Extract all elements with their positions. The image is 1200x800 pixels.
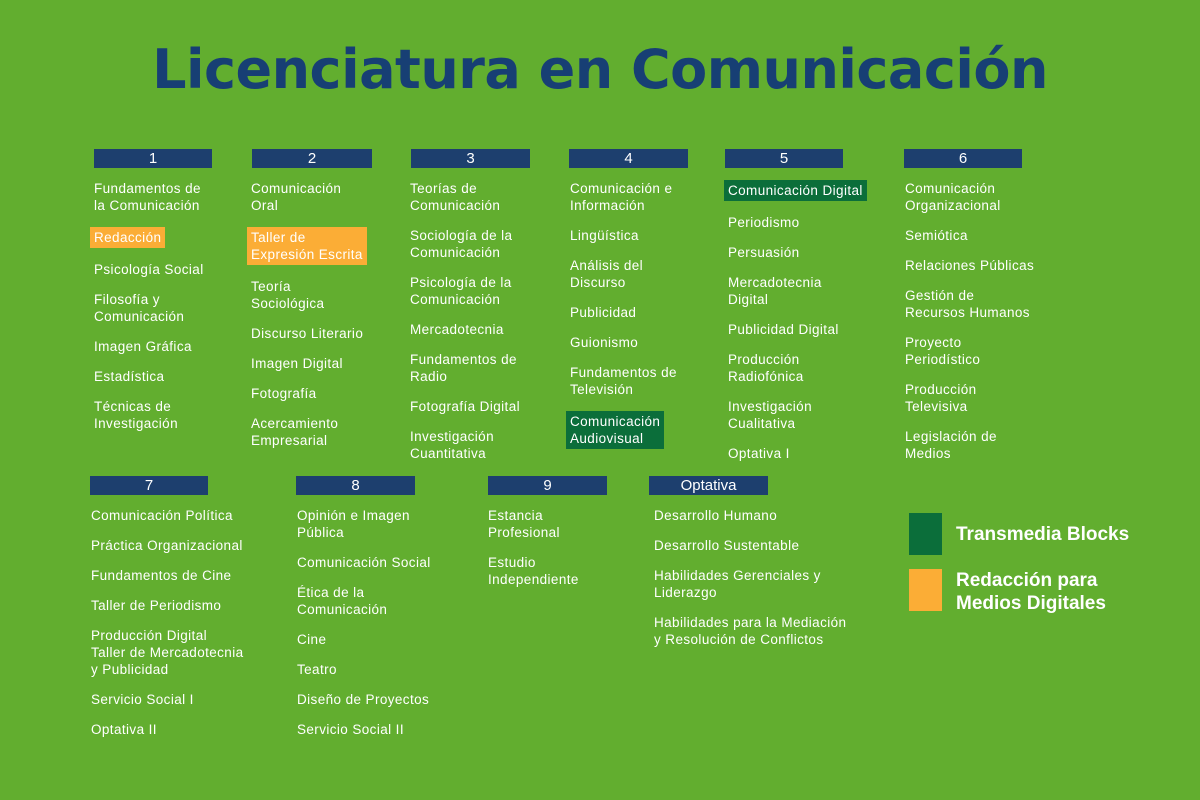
course-label: Acercamiento Empresarial xyxy=(251,416,339,448)
semester-column-7 xyxy=(91,476,291,751)
course-label: Filosofía y Comunicación xyxy=(94,292,185,324)
course-list xyxy=(91,507,291,738)
course-label: Psicología Social xyxy=(94,262,204,277)
column-header: 3 xyxy=(411,149,530,168)
course-list xyxy=(251,180,411,449)
course-item xyxy=(91,627,291,678)
course-item xyxy=(410,180,570,214)
course-label: Discurso Literario xyxy=(251,326,364,341)
course-item xyxy=(94,398,254,432)
course-item xyxy=(251,180,411,214)
semester-column-10 xyxy=(654,476,894,661)
course-item xyxy=(297,507,477,541)
course-label: Técnicas de Investigación xyxy=(94,399,178,431)
course-label: Comunicación Social xyxy=(297,555,431,570)
course-label: Legislación de Medios xyxy=(905,429,997,461)
semester-column-4 xyxy=(570,149,730,462)
course-label: Comunicación Audiovisual xyxy=(566,411,664,449)
course-item xyxy=(728,180,898,201)
course-item xyxy=(297,584,477,618)
course-label: Publicidad xyxy=(570,305,637,320)
column-header: 4 xyxy=(569,149,688,168)
course-item xyxy=(410,274,570,308)
column-header: 5 xyxy=(725,149,843,168)
course-item xyxy=(728,351,898,385)
course-item xyxy=(91,691,291,708)
course-label: Gestión de Recursos Humanos xyxy=(905,288,1030,320)
course-label: Mercadotecnia Digital xyxy=(728,275,822,307)
legend-label: Transmedia Blocks xyxy=(956,524,1130,545)
course-item xyxy=(410,428,570,462)
semester-column-1 xyxy=(94,149,254,445)
course-item xyxy=(94,180,254,214)
course-item xyxy=(488,507,628,541)
course-item xyxy=(94,291,254,325)
course-label: Optativa I xyxy=(728,446,790,461)
course-list xyxy=(410,180,570,462)
course-item xyxy=(905,257,1065,274)
course-label: Desarrollo Humano xyxy=(654,508,778,523)
course-label: Estancia Profesional xyxy=(488,508,560,540)
course-item xyxy=(728,274,898,308)
course-item xyxy=(410,398,570,415)
course-item xyxy=(251,227,411,265)
course-label: Estudio Independiente xyxy=(488,555,579,587)
course-item xyxy=(905,227,1065,244)
course-list xyxy=(905,180,1065,462)
semester-column-8 xyxy=(297,476,477,751)
course-label: Proyecto Periodístico xyxy=(905,335,981,367)
course-item xyxy=(251,278,411,312)
course-label: Ética de la Comunicación xyxy=(297,585,388,617)
column-header: 1 xyxy=(94,149,212,168)
course-label: Desarrollo Sustentable xyxy=(654,538,800,553)
course-list xyxy=(654,507,894,648)
course-label: Guionismo xyxy=(570,335,639,350)
course-list xyxy=(94,180,254,432)
course-label: Psicología de la Comunicación xyxy=(410,275,512,307)
column-header: 2 xyxy=(252,149,372,168)
course-item xyxy=(570,334,730,351)
course-item xyxy=(905,287,1065,321)
course-item xyxy=(488,554,628,588)
column-header: 6 xyxy=(904,149,1022,168)
course-label: Cine xyxy=(297,632,327,647)
course-item xyxy=(94,227,254,248)
course-item xyxy=(297,631,477,648)
course-item xyxy=(570,227,730,244)
course-item xyxy=(654,507,894,524)
course-label: Comunicación Organizacional xyxy=(905,181,1001,213)
course-label: Persuasión xyxy=(728,245,800,260)
course-item xyxy=(94,261,254,278)
course-label: Comunicación Digital xyxy=(724,180,867,201)
course-label: Lingüística xyxy=(570,228,639,243)
course-label: Habilidades para la Mediación y Resolución de Conflictos xyxy=(654,615,847,647)
course-label: Fotografía Digital xyxy=(410,399,520,414)
legend-swatch xyxy=(909,569,942,611)
column-header: Optativa xyxy=(649,476,768,495)
course-label: Fundamentos de Radio xyxy=(410,352,517,384)
course-label: Taller de Periodismo xyxy=(91,598,222,613)
course-label: Mercadotecnia xyxy=(410,322,504,337)
course-list xyxy=(488,507,628,588)
course-item xyxy=(728,398,898,432)
course-label: Habilidades Gerenciales y Liderazgo xyxy=(654,568,821,600)
course-label: Taller de Expresión Escrita xyxy=(247,227,367,265)
course-item xyxy=(410,321,570,338)
course-label: Servicio Social I xyxy=(91,692,194,707)
course-label: Fotografía xyxy=(251,386,317,401)
column-header: 9 xyxy=(488,476,607,495)
course-item xyxy=(91,537,291,554)
course-item xyxy=(728,244,898,261)
course-label: Fundamentos de Televisión xyxy=(570,365,677,397)
course-label: Semiótica xyxy=(905,228,968,243)
course-label: Fundamentos de la Comunicación xyxy=(94,181,201,213)
course-label: Periodismo xyxy=(728,215,800,230)
course-item xyxy=(905,381,1065,415)
course-label: Teatro xyxy=(297,662,337,677)
course-item xyxy=(905,334,1065,368)
course-list xyxy=(570,180,730,449)
course-label: Redacción xyxy=(90,227,165,248)
course-list xyxy=(728,180,898,462)
course-label: Comunicación e Información xyxy=(570,181,673,213)
course-label: Estadística xyxy=(94,369,165,384)
course-item xyxy=(91,567,291,584)
semester-column-5 xyxy=(728,149,898,475)
course-label: Fundamentos de Cine xyxy=(91,568,232,583)
course-item xyxy=(905,428,1065,462)
course-item xyxy=(94,338,254,355)
course-item xyxy=(251,415,411,449)
course-label: Producción Radiofónica xyxy=(728,352,804,384)
course-list xyxy=(297,507,477,738)
course-label: Opinión e Imagen Pública xyxy=(297,508,410,540)
course-label: Comunicación Política xyxy=(91,508,233,523)
course-label: Sociología de la Comunicación xyxy=(410,228,513,260)
course-item xyxy=(570,257,730,291)
course-item xyxy=(728,214,898,231)
course-item xyxy=(297,661,477,678)
course-label: Diseño de Proyectos xyxy=(297,692,430,707)
course-item xyxy=(251,355,411,372)
course-item xyxy=(654,567,894,601)
legend-swatch xyxy=(909,513,942,555)
course-label: Relaciones Públicas xyxy=(905,258,1035,273)
course-item xyxy=(570,411,730,449)
semester-column-9 xyxy=(488,476,628,601)
course-item xyxy=(728,321,898,338)
semester-column-6 xyxy=(905,149,1065,475)
column-header: 7 xyxy=(90,476,208,495)
semester-column-2 xyxy=(251,149,411,462)
course-label: Optativa II xyxy=(91,722,157,737)
course-label: Publicidad Digital xyxy=(728,322,839,337)
course-label: Investigación Cualitativa xyxy=(728,399,812,431)
course-item xyxy=(905,180,1065,214)
course-item xyxy=(410,351,570,385)
course-item xyxy=(297,721,477,738)
course-label: Análisis del Discurso xyxy=(570,258,644,290)
course-item xyxy=(91,507,291,524)
course-label: Producción Digital Taller de Mercadotecnia y Publicidad xyxy=(91,628,244,677)
course-label: Imagen Digital xyxy=(251,356,343,371)
course-item xyxy=(91,597,291,614)
column-header: 8 xyxy=(296,476,415,495)
legend-label: Redacción para Medios Digitales xyxy=(956,570,1106,614)
course-item xyxy=(297,554,477,571)
course-item xyxy=(94,368,254,385)
course-item xyxy=(297,691,477,708)
course-label: Imagen Gráfica xyxy=(94,339,192,354)
course-item xyxy=(570,364,730,398)
course-item xyxy=(410,227,570,261)
course-item xyxy=(251,325,411,342)
course-label: Teorías de Comunicación xyxy=(410,181,501,213)
course-label: Investigación Cuantitativa xyxy=(410,429,494,461)
course-item xyxy=(654,614,894,648)
course-item xyxy=(728,445,898,462)
course-label: Práctica Organizacional xyxy=(91,538,243,553)
course-item xyxy=(570,304,730,321)
semester-column-3 xyxy=(410,149,570,475)
course-item xyxy=(654,537,894,554)
course-label: Comunicación Oral xyxy=(251,181,342,213)
course-item xyxy=(570,180,730,214)
course-label: Producción Televisiva xyxy=(905,382,977,414)
page-title: Licenciatura en Comunicación xyxy=(152,38,1048,101)
course-label: Teoría Sociológica xyxy=(251,279,325,311)
course-item xyxy=(251,385,411,402)
course-label: Servicio Social II xyxy=(297,722,404,737)
course-item xyxy=(91,721,291,738)
